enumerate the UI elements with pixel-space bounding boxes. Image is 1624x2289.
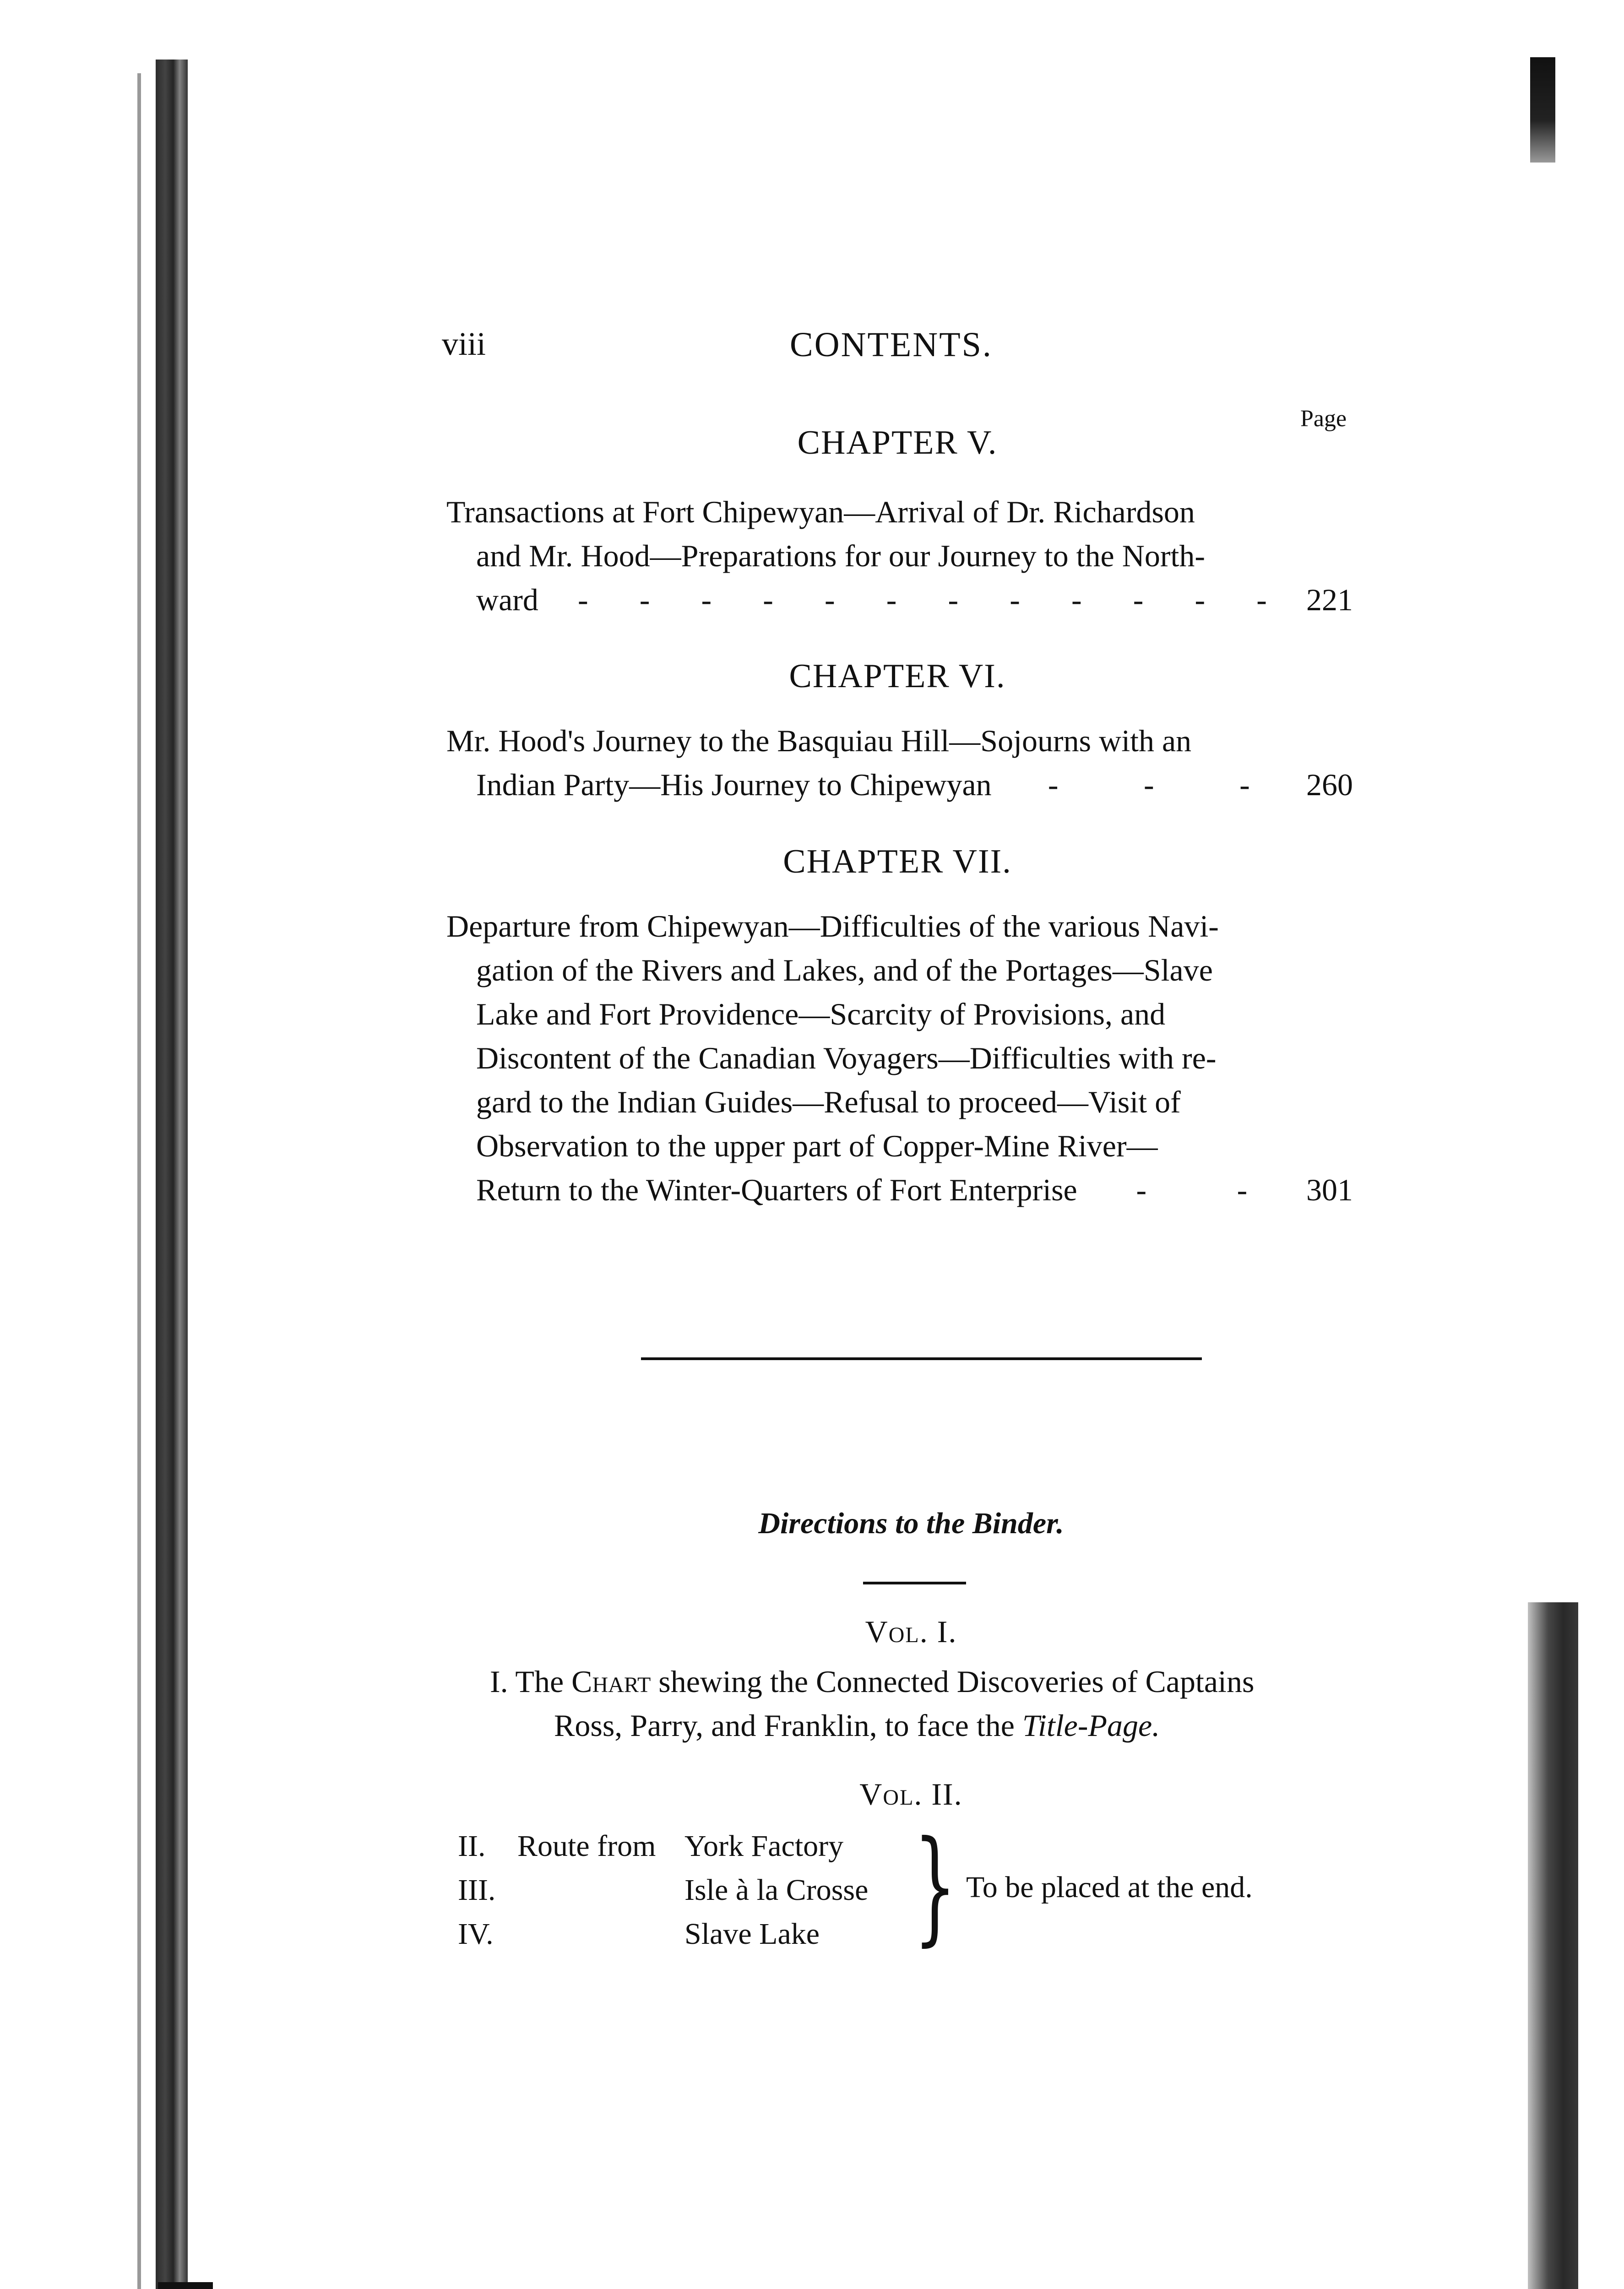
entry-line: Observation to the upper part of Copper-Mine River— (476, 1128, 1158, 1163)
entry-line: ward (476, 582, 538, 617)
plate-route: Route from (517, 1829, 656, 1863)
page-column-label: Page (1300, 406, 1347, 432)
contents-entry (446, 904, 1353, 1212)
plate-row (458, 1824, 904, 1868)
binding-edge-left (156, 60, 188, 2289)
plates-list (458, 1824, 904, 1956)
plate-number: II. (458, 1829, 486, 1863)
chapter-heading: CHAPTER VI. (789, 657, 1006, 695)
entry-line: Indian Party—His Journey to Chipewyan (476, 767, 992, 802)
plate-row (458, 1912, 904, 1956)
page-edge-right-top (1530, 57, 1555, 163)
entry-line: Discontent of the Canadian Voyagers—Difficulties with re- (476, 1041, 1217, 1075)
page-number: 221 (1306, 582, 1353, 617)
dot-leader: - - - (1048, 767, 1250, 802)
chart-label: Chart (571, 1664, 651, 1699)
plate-place: Slave Lake (684, 1917, 820, 1951)
plate-place: Isle à la Crosse (684, 1873, 869, 1907)
plate-row (458, 1868, 904, 1912)
page-edge-right-bottom (1528, 1602, 1578, 2289)
entry-last-line (446, 1168, 1353, 1212)
plate-number: IV. (458, 1917, 494, 1951)
placement-note: To be placed at the end. (966, 1871, 1253, 1904)
page-number: 301 (1306, 1172, 1353, 1207)
page-edge-shadow (137, 73, 141, 2289)
entry-line: Return to the Winter-Quarters of Fort Enterprise (476, 1172, 1077, 1207)
dot-leader: - - - - - - - - - - - - (577, 582, 1267, 617)
chapter-heading: CHAPTER VII. (783, 843, 1012, 880)
volume-heading: Vol. I. (865, 1614, 957, 1649)
entry-line: gation of the Rivers and Lakes, and of the Portages—Slave (476, 953, 1213, 987)
contents-entry (446, 719, 1353, 807)
right-brace: } (913, 1814, 957, 1958)
entry-last-line (446, 763, 1353, 807)
entry-line: Mr. Hood's Journey to the Basquiau Hill—Sojourns with an (446, 723, 1192, 758)
short-rule (863, 1582, 966, 1584)
binder-title: Directions to the Binder. (758, 1507, 1064, 1540)
item-text: shewing the Connected Discoveries of Captains (658, 1664, 1255, 1699)
plate-place: York Factory (684, 1829, 844, 1863)
entry-line: Lake and Fort Providence—Scarcity of Provisions, and (476, 997, 1166, 1031)
section-rule (641, 1357, 1202, 1360)
entry-line: and Mr. Hood—Preparations for our Journey to the North- (476, 538, 1206, 573)
volume-heading: Vol. II. (859, 1777, 963, 1812)
binder-item (490, 1660, 1342, 1747)
page-number: 260 (1306, 767, 1353, 802)
dot-leader: - - (1136, 1172, 1248, 1207)
plate-route (517, 1912, 684, 1956)
entry-line: gard to the Indian Guides—Refusal to proceed—Visit of (476, 1085, 1181, 1119)
binding-edge-foot (158, 2282, 213, 2289)
entry-last-line (446, 578, 1353, 622)
folio: viii (442, 325, 486, 362)
running-head: CONTENTS. (790, 325, 993, 364)
item-text: Ross, Parry, and Franklin, to face the (554, 1708, 1015, 1743)
item-italic-text: Title-Page. (1022, 1708, 1160, 1743)
contents-entry (446, 490, 1353, 622)
plate-route (517, 1868, 684, 1912)
entry-line: Departure from Chipewyan—Difficulties of the various Navi- (446, 909, 1219, 944)
item-prefix: I. The (490, 1664, 564, 1699)
entry-line: Transactions at Fort Chipewyan—Arrival of Dr. Richardson (446, 494, 1195, 529)
plate-number: III. (458, 1873, 496, 1907)
chapter-heading: CHAPTER V. (797, 424, 998, 461)
